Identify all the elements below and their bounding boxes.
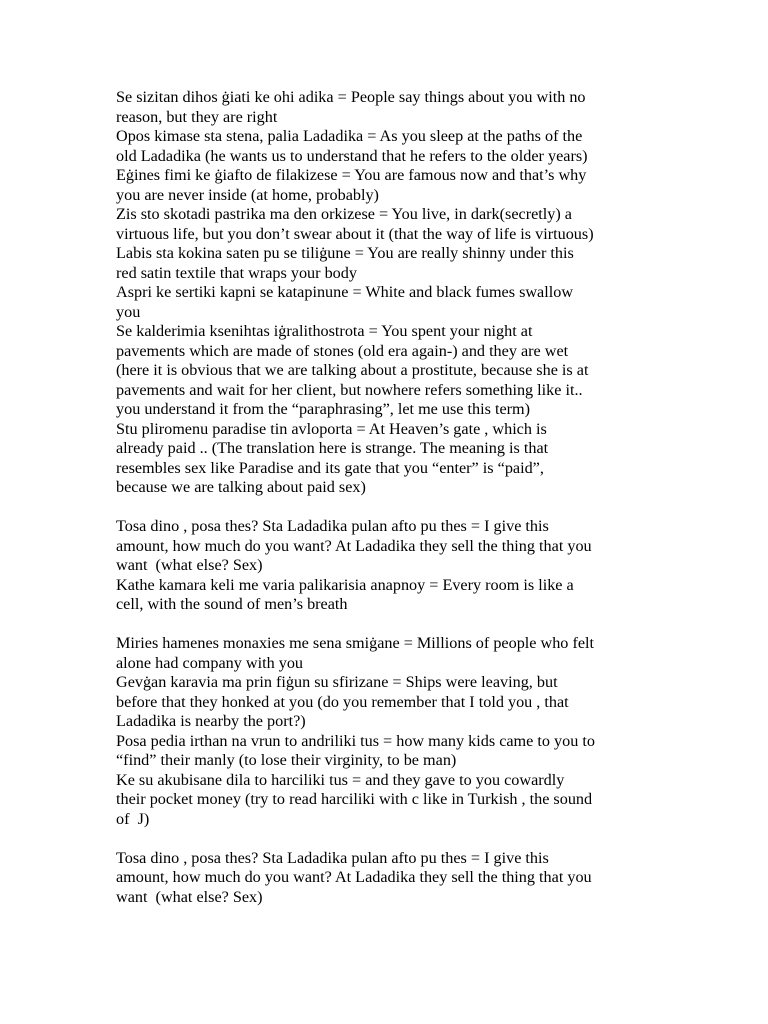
paragraph-spacer <box>116 498 656 518</box>
text-line: you <box>116 302 141 321</box>
text-line: amount, how much do you want? At Ladadika they sell the thing that you <box>116 868 592 886</box>
text-line: Zis sto skotadi pastrika ma den orkizese = You live, in dark(secretly) a <box>116 205 572 223</box>
text-line: old Ladadika (he wants us to understand that he refers to the older years) <box>116 146 588 165</box>
text-line: Gevġan karavia ma prin fiġun su sfirizane = Ships were leaving, but <box>116 673 558 691</box>
text-line: pavements which are made of stones (old era again-) and they are wet <box>116 341 569 360</box>
text-line: (here it is obvious that we are talking about a prostitute, because she is at <box>116 361 589 379</box>
text-line: Ladadika is nearby the port?) <box>116 712 306 730</box>
text-line: before that they honked at you (do you remember that I told you , that <box>116 692 569 711</box>
text-line: reason, but they are right <box>116 107 278 126</box>
text-line: because we are talking about paid sex) <box>116 478 366 496</box>
text-line: Se sizitan dihos ġiati ke ohi adika = People say things about you with no <box>116 88 586 106</box>
text-line: you understand it from the “paraphrasing”, let me use this term) <box>116 400 531 418</box>
text-line: resembles sex like Paradise and its gate that you “enter” is “paid”, <box>116 458 544 477</box>
text-line: Kathe kamara keli me varia palikarisia anapnoy = Every room is like a <box>116 575 574 594</box>
paragraph-3 <box>116 634 656 829</box>
paragraph-1 <box>116 88 656 498</box>
text-line: Opos kimase sta stena, palia Ladadika = As you sleep at the paths of the <box>116 127 583 145</box>
text-line: you are never inside (at home, probably) <box>116 185 379 204</box>
text-line: Tosa dino , posa thes? Sta Ladadika pulan afto pu thes = I give this <box>116 517 549 535</box>
text-line: virtuous life, but you don’t swear about it (that the way of life is virtuous) <box>116 224 594 243</box>
text-line: red satin textile that wraps your body <box>116 263 357 282</box>
paragraph-spacer <box>116 829 656 849</box>
text-line: amount, how much do you want? At Ladadika they sell the thing that you <box>116 536 592 555</box>
text-line: Miries hamenes monaxies me sena smiġane = Millions of people who felt <box>116 634 595 652</box>
text-line: cell, with the sound of men’s breath <box>116 595 348 613</box>
text-line: Labis sta kokina saten pu se tiliġune = You are really shinny under this <box>116 244 574 262</box>
text-line: Aspri ke sertiki kapni se katapinune = White and black fumes swallow <box>116 283 574 301</box>
paragraph-2 <box>116 517 656 615</box>
text-line: “find” their manly (to lose their virginity, to be man) <box>116 751 457 769</box>
text-line: Stu pliromenu paradise tin avloporta = At Heaven’s gate , which is <box>116 419 547 438</box>
text-line: Posa pedia irthan na vrun to andriliki tus = how many kids came to you to <box>116 731 595 750</box>
text-line: want (what else? Sex) <box>116 887 263 906</box>
text-line: pavements and wait for her client, but nowhere refers something like it.. <box>116 380 583 399</box>
paragraph-4 <box>116 849 656 908</box>
text-line: their pocket money (try to read harciliki with c like in Turkish , the sound <box>116 790 593 808</box>
text-line: want (what else? Sex) <box>116 556 263 574</box>
text-line: Se kalderimia ksenihtas iġralithostrota = You spent your night at <box>116 322 533 340</box>
text-line: alone had company with you <box>116 653 304 672</box>
text-line: of J) <box>116 809 150 828</box>
text-line: Tosa dino , posa thes? Sta Ladadika pulan afto pu thes = I give this <box>116 848 549 867</box>
text-line: Ke su akubisane dila to harciliki tus = and they gave to you cowardly <box>116 770 565 789</box>
document-body <box>116 88 656 907</box>
paragraph-spacer <box>116 615 656 635</box>
text-line: already paid .. (The translation here is strange. The meaning is that <box>116 439 549 457</box>
text-line: Eġines fimi ke ġiafto de filakizese = You are famous now and that’s why <box>116 166 587 184</box>
